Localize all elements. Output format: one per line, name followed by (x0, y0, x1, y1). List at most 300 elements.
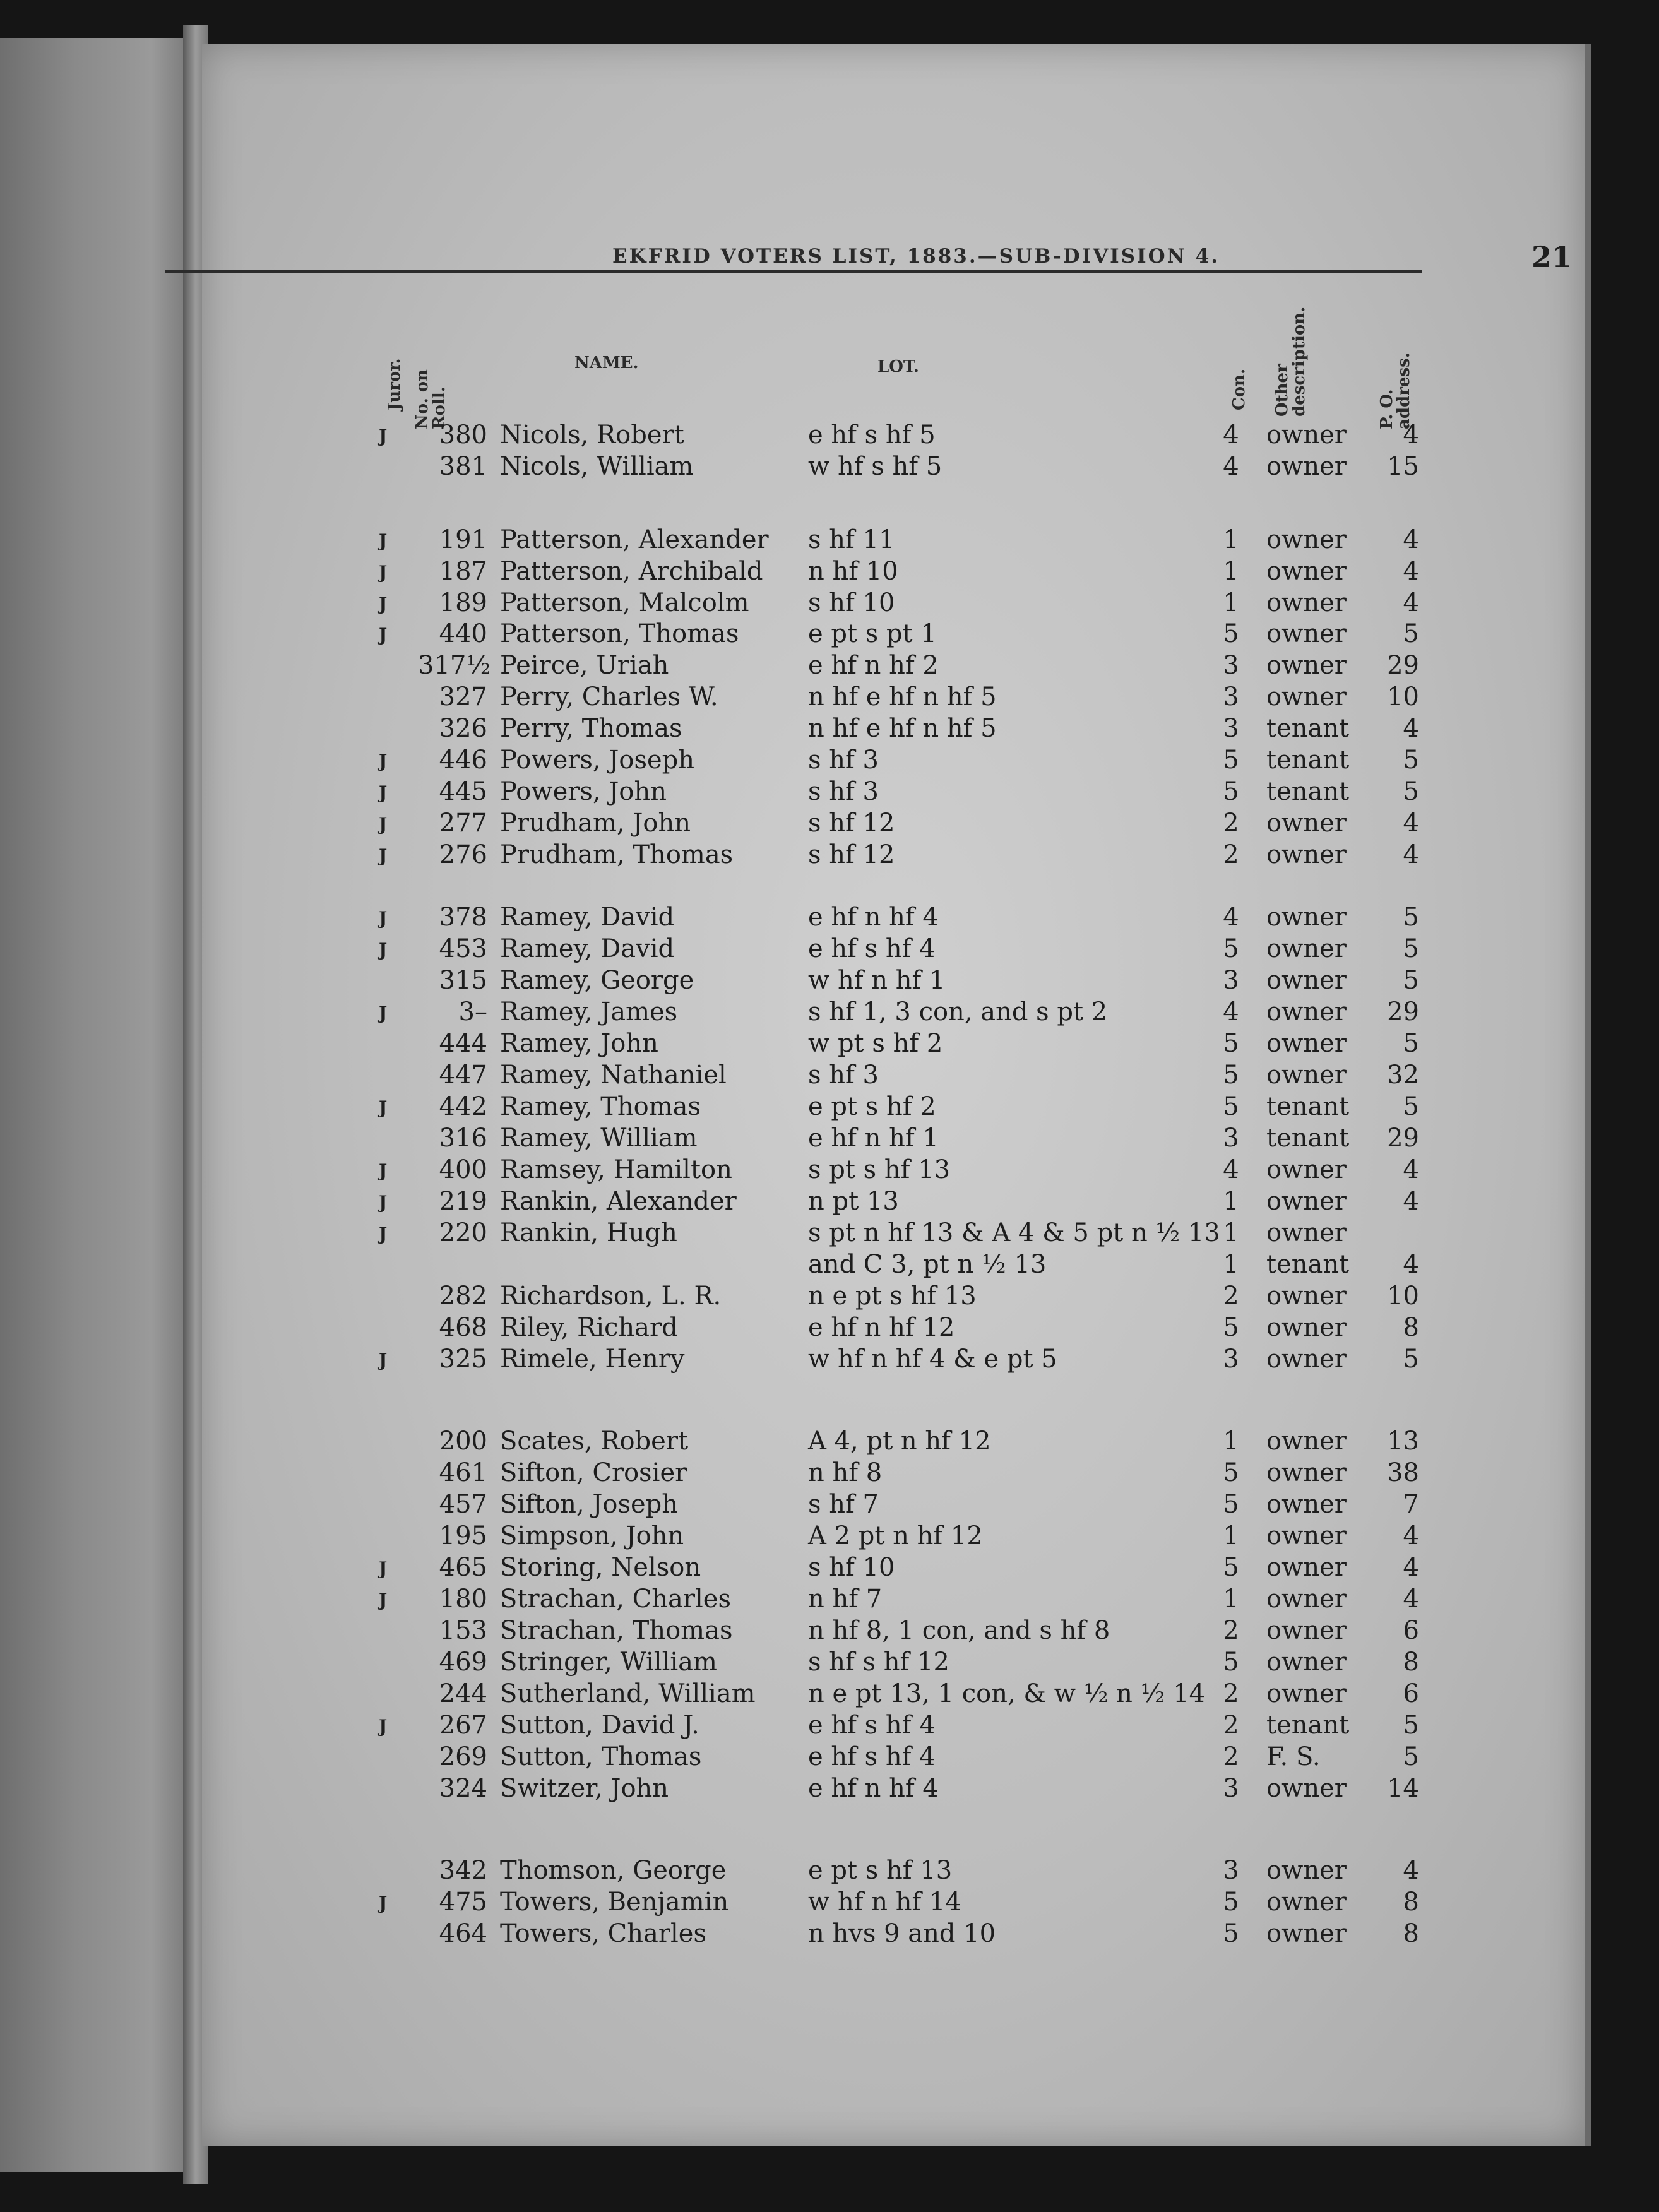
table-row (0, 525, 1659, 557)
table-row (0, 966, 1659, 997)
roll-number: 453 (439, 934, 487, 963)
lot-description: e hf n hf 4 (808, 1774, 939, 1803)
table-row (0, 1774, 1659, 1805)
other-description: owner (1266, 1585, 1347, 1614)
voter-name: Ramey, Nathaniel (500, 1061, 727, 1090)
concession: 4 (1223, 1155, 1239, 1184)
concession: 1 (1223, 588, 1239, 617)
voter-name: Richardson, L. R. (500, 1281, 722, 1311)
voter-name: Patterson, Alexander (500, 525, 769, 554)
roll-number: 189 (439, 588, 487, 617)
voter-name: Stringer, William (500, 1648, 717, 1677)
voter-name: Patterson, Thomas (500, 619, 739, 648)
lot-description: e pt s pt 1 (808, 619, 937, 648)
juror-mark: J (379, 1223, 388, 1244)
lot-description: s hf 11 (808, 525, 895, 554)
po-address: 29 (1387, 997, 1419, 1026)
table-row (0, 1616, 1659, 1648)
table-row (0, 840, 1659, 872)
roll-number: 219 (439, 1187, 487, 1216)
lot-description: n hvs 9 and 10 (808, 1919, 996, 1948)
voter-name: Ramey, David (500, 903, 675, 932)
other-description: owner (1266, 1679, 1347, 1708)
roll-number: 282 (439, 1281, 487, 1311)
other-description: owner (1266, 1458, 1347, 1487)
voter-name: Perry, Charles W. (500, 682, 718, 711)
juror-mark: J (379, 425, 388, 446)
juror-mark: J (379, 814, 388, 835)
roll-number: 317½ (418, 651, 491, 680)
juror-mark: J (379, 908, 388, 929)
table-row (0, 1092, 1659, 1124)
concession: 5 (1223, 934, 1239, 963)
table-row (0, 1187, 1659, 1218)
other-description: owner (1266, 997, 1347, 1026)
roll-number: 465 (439, 1553, 487, 1582)
voter-name: Strachan, Thomas (500, 1616, 733, 1645)
juror-mark: J (379, 1097, 388, 1118)
table-row (0, 1856, 1659, 1888)
lot-description: A 4, pt n hf 12 (808, 1427, 991, 1456)
other-description: owner (1266, 1888, 1347, 1917)
roll-number: 446 (439, 746, 487, 775)
roll-number: 326 (439, 714, 487, 743)
concession: 2 (1223, 809, 1239, 838)
lot-description: e hf s hf 4 (808, 1711, 936, 1740)
roll-number: 200 (439, 1427, 487, 1456)
voter-name: Sutton, Thomas (500, 1742, 702, 1771)
voter-name: Ramey, John (500, 1029, 658, 1058)
other-description: owner (1266, 1427, 1347, 1456)
table-row (0, 1553, 1659, 1585)
po-address: 5 (1403, 746, 1419, 775)
lot-description: s hf 1, 3 con, and s pt 2 (808, 997, 1108, 1026)
other-description: owner (1266, 1648, 1347, 1677)
column-header-name: NAME. (574, 354, 639, 372)
lot-description: and C 3, pt n ½ 13 (808, 1250, 1047, 1279)
table-row (0, 746, 1659, 777)
lot-description: n e pt 13, 1 con, & w ½ n ½ 14 (808, 1679, 1206, 1708)
voter-name: Rankin, Alexander (500, 1187, 737, 1216)
voter-name: Powers, John (500, 777, 667, 806)
juror-mark: J (379, 593, 388, 614)
roll-number: 464 (439, 1919, 487, 1948)
po-address: 5 (1403, 1029, 1419, 1058)
concession: 2 (1223, 1616, 1239, 1645)
voter-name: Ramey, James (500, 997, 678, 1026)
roll-number: 342 (439, 1856, 487, 1885)
table-row (0, 1919, 1659, 1951)
juror-mark: J (379, 1160, 388, 1181)
lot-description: w hf n hf 1 (808, 966, 946, 995)
po-address: 7 (1403, 1490, 1419, 1519)
juror-mark: J (379, 782, 388, 803)
concession: 3 (1223, 1345, 1239, 1374)
po-address: 5 (1403, 1742, 1419, 1771)
other-description: owner (1266, 934, 1347, 963)
voter-name: Ramey, David (500, 934, 675, 963)
column-header-con: Con. (1230, 369, 1249, 410)
other-description: owner (1266, 1313, 1347, 1342)
roll-number: 469 (439, 1648, 487, 1677)
lot-description: n hf 7 (808, 1585, 883, 1614)
table-row (0, 934, 1659, 966)
po-address: 6 (1403, 1616, 1419, 1645)
table-row (0, 1155, 1659, 1187)
po-address: 5 (1403, 934, 1419, 963)
table-row (0, 1427, 1659, 1458)
po-address: 5 (1403, 1092, 1419, 1121)
other-description: owner (1266, 651, 1347, 680)
lot-description: s hf 10 (808, 1553, 895, 1582)
concession: 5 (1223, 619, 1239, 648)
other-description: owner (1266, 1553, 1347, 1582)
voter-name: Prudham, Thomas (500, 840, 734, 869)
other-description: owner (1266, 588, 1347, 617)
voter-name: Sifton, Joseph (500, 1490, 679, 1519)
lot-description: e hf n hf 12 (808, 1313, 955, 1342)
voter-name: Switzer, John (500, 1774, 669, 1803)
concession: 5 (1223, 1092, 1239, 1121)
table-row (0, 1250, 1659, 1281)
concession: 1 (1223, 1218, 1239, 1247)
column-header-juror: Juror. (385, 358, 404, 410)
lot-description: n hf e hf n hf 5 (808, 682, 997, 711)
po-address: 4 (1403, 525, 1419, 554)
po-address: 5 (1403, 966, 1419, 995)
po-address: 4 (1403, 557, 1419, 586)
lot-description: w hf n hf 4 & e pt 5 (808, 1345, 1057, 1374)
po-address: 29 (1387, 651, 1419, 680)
table-row (0, 903, 1659, 934)
table-row (0, 588, 1659, 620)
table-row (0, 1218, 1659, 1250)
table-row (0, 997, 1659, 1029)
voter-name: Peirce, Uriah (500, 651, 669, 680)
other-description: owner (1266, 840, 1347, 869)
juror-mark: J (379, 845, 388, 866)
voter-name: Rankin, Hugh (500, 1218, 677, 1247)
po-address: 4 (1403, 809, 1419, 838)
other-description: owner (1266, 1919, 1347, 1948)
po-address: 8 (1403, 1919, 1419, 1948)
roll-number: 220 (439, 1218, 487, 1247)
other-description: owner (1266, 1218, 1347, 1247)
concession: 5 (1223, 1648, 1239, 1677)
juror-mark: J (379, 1716, 388, 1737)
table-row (0, 420, 1659, 452)
concession: 4 (1223, 420, 1239, 449)
juror-mark: J (379, 751, 388, 771)
other-description: tenant (1266, 746, 1350, 775)
po-address: 5 (1403, 1711, 1419, 1740)
voter-name: Ramey, Thomas (500, 1092, 701, 1121)
page-number: 21 (1531, 240, 1572, 274)
roll-number: 475 (439, 1888, 487, 1917)
po-address: 4 (1403, 1187, 1419, 1216)
table-row (0, 1679, 1659, 1711)
other-description: owner (1266, 903, 1347, 932)
column-header-lot: LOT. (877, 357, 919, 376)
roll-number: 378 (439, 903, 487, 932)
table-row (0, 1648, 1659, 1679)
column-header-description: Other description. (1273, 306, 1309, 417)
other-description: owner (1266, 682, 1347, 711)
voter-name: Rimele, Henry (500, 1345, 685, 1374)
juror-mark: J (379, 1558, 388, 1579)
table-row (0, 1458, 1659, 1490)
voter-name: Powers, Joseph (500, 746, 695, 775)
lot-description: w hf s hf 5 (808, 452, 942, 481)
other-description: owner (1266, 1521, 1347, 1550)
concession: 1 (1223, 557, 1239, 586)
concession: 5 (1223, 1458, 1239, 1487)
lot-description: s hf 3 (808, 777, 879, 806)
po-address: 15 (1387, 452, 1419, 481)
po-address: 4 (1403, 588, 1419, 617)
roll-number: 276 (439, 840, 487, 869)
concession: 3 (1223, 1856, 1239, 1885)
concession: 5 (1223, 746, 1239, 775)
po-address: 8 (1403, 1313, 1419, 1342)
table-row (0, 1345, 1659, 1376)
other-description: tenant (1266, 777, 1350, 806)
page-title: EKFRID VOTERS LIST, 1883.—SUB-DIVISION 4. (612, 245, 1220, 268)
lot-description: s hf 3 (808, 746, 879, 775)
concession: 3 (1223, 966, 1239, 995)
voter-name: Ramey, George (500, 966, 694, 995)
roll-number: 445 (439, 777, 487, 806)
po-address: 4 (1403, 1155, 1419, 1184)
roll-number: 277 (439, 809, 487, 838)
juror-mark: J (379, 939, 388, 960)
lot-description: n e pt s hf 13 (808, 1281, 977, 1311)
concession: 1 (1223, 1427, 1239, 1456)
po-address: 4 (1403, 714, 1419, 743)
concession: 2 (1223, 1711, 1239, 1740)
lot-description: s hf s hf 12 (808, 1648, 949, 1677)
lot-description: n hf e hf n hf 5 (808, 714, 997, 743)
table-row (0, 1029, 1659, 1061)
po-address: 10 (1387, 1281, 1419, 1311)
lot-description: s hf 12 (808, 840, 895, 869)
lot-description: s hf 10 (808, 588, 895, 617)
other-description: owner (1266, 1061, 1347, 1090)
lot-description: e pt s hf 13 (808, 1856, 953, 1885)
concession: 1 (1223, 1250, 1239, 1279)
roll-number: 327 (439, 682, 487, 711)
po-address: 5 (1403, 1345, 1419, 1374)
concession: 5 (1223, 1029, 1239, 1058)
other-description: owner (1266, 1616, 1347, 1645)
roll-number: 400 (439, 1155, 487, 1184)
voter-name: Towers, Benjamin (500, 1888, 729, 1917)
lot-description: n pt 13 (808, 1187, 899, 1216)
lot-description: s pt s hf 13 (808, 1155, 951, 1184)
voter-name: Ramsey, Hamilton (500, 1155, 732, 1184)
roll-number: 461 (439, 1458, 487, 1487)
voter-name: Sutherland, William (500, 1679, 756, 1708)
voter-name: Riley, Richard (500, 1313, 678, 1342)
other-description: owner (1266, 420, 1347, 449)
other-description: tenant (1266, 1250, 1350, 1279)
concession: 4 (1223, 452, 1239, 481)
po-address: 4 (1403, 1553, 1419, 1582)
voter-name: Patterson, Malcolm (500, 588, 749, 617)
table-row (0, 1742, 1659, 1774)
po-address: 8 (1403, 1648, 1419, 1677)
lot-description: n hf 8 (808, 1458, 883, 1487)
other-description: owner (1266, 557, 1347, 586)
po-address: 14 (1387, 1774, 1419, 1803)
lot-description: e pt s hf 2 (808, 1092, 936, 1121)
roll-number: 380 (439, 420, 487, 449)
other-description: owner (1266, 1281, 1347, 1311)
other-description: owner (1266, 1856, 1347, 1885)
concession: 3 (1223, 1774, 1239, 1803)
roll-number: 442 (439, 1092, 487, 1121)
roll-number: 195 (439, 1521, 487, 1550)
concession: 1 (1223, 1521, 1239, 1550)
other-description: owner (1266, 619, 1347, 648)
other-description: tenant (1266, 1092, 1350, 1121)
other-description: owner (1266, 1490, 1347, 1519)
voter-name: Storing, Nelson (500, 1553, 701, 1582)
voter-name: Thomson, George (500, 1856, 727, 1885)
table-row (0, 1711, 1659, 1742)
other-description: owner (1266, 1029, 1347, 1058)
voter-name: Strachan, Charles (500, 1585, 731, 1614)
lot-description: n hf 10 (808, 557, 898, 586)
roll-number: 267 (439, 1711, 487, 1740)
concession: 1 (1223, 1187, 1239, 1216)
roll-number: 447 (439, 1061, 487, 1090)
lot-description: e hf n hf 4 (808, 903, 939, 932)
roll-number: 316 (439, 1124, 487, 1153)
voter-name: Nicols, William (500, 452, 694, 481)
concession: 5 (1223, 1553, 1239, 1582)
roll-number: 468 (439, 1313, 487, 1342)
table-row (0, 452, 1659, 484)
voter-name: Perry, Thomas (500, 714, 682, 743)
lot-description: e hf n hf 2 (808, 651, 939, 680)
other-description: owner (1266, 452, 1347, 481)
roll-number: 269 (439, 1742, 487, 1771)
table-row (0, 651, 1659, 682)
po-address: 4 (1403, 420, 1419, 449)
po-address: 6 (1403, 1679, 1419, 1708)
concession: 1 (1223, 525, 1239, 554)
concession: 3 (1223, 651, 1239, 680)
voter-name: Sutton, David J. (500, 1711, 699, 1740)
concession: 5 (1223, 777, 1239, 806)
po-address: 32 (1387, 1061, 1419, 1090)
roll-number: 324 (439, 1774, 487, 1803)
roll-number: 440 (439, 619, 487, 648)
concession: 1 (1223, 1585, 1239, 1614)
juror-mark: J (379, 1350, 388, 1371)
concession: 3 (1223, 714, 1239, 743)
lot-description: e hf n hf 1 (808, 1124, 939, 1153)
concession: 5 (1223, 1888, 1239, 1917)
concession: 2 (1223, 1742, 1239, 1771)
concession: 3 (1223, 1124, 1239, 1153)
po-address: 4 (1403, 840, 1419, 869)
roll-number: 315 (439, 966, 487, 995)
po-address: 4 (1403, 1585, 1419, 1614)
table-row (0, 1124, 1659, 1155)
other-description: owner (1266, 1155, 1347, 1184)
voter-name: Sifton, Crosier (500, 1458, 687, 1487)
table-row (0, 714, 1659, 746)
juror-mark: J (379, 1590, 388, 1610)
other-description: tenant (1266, 1711, 1350, 1740)
lot-description: s hf 7 (808, 1490, 879, 1519)
lot-description: w hf n hf 14 (808, 1888, 961, 1917)
table-row (0, 809, 1659, 840)
juror-mark: J (379, 1002, 388, 1023)
po-address: 38 (1387, 1458, 1419, 1487)
other-description: owner (1266, 1345, 1347, 1374)
po-address: 29 (1387, 1124, 1419, 1153)
lot-description: A 2 pt n hf 12 (808, 1521, 983, 1550)
table-row (0, 1281, 1659, 1313)
voter-name: Patterson, Archibald (500, 557, 763, 586)
po-address: 13 (1387, 1427, 1419, 1456)
po-address: 8 (1403, 1888, 1419, 1917)
lot-description: e hf s hf 4 (808, 934, 936, 963)
table-row (0, 1521, 1659, 1553)
po-address: 10 (1387, 682, 1419, 711)
juror-mark: J (379, 1893, 388, 1913)
voter-name: Simpson, John (500, 1521, 684, 1550)
concession: 2 (1223, 1281, 1239, 1311)
po-address: 4 (1403, 1856, 1419, 1885)
po-address: 5 (1403, 619, 1419, 648)
roll-number: 244 (439, 1679, 487, 1708)
voter-name: Ramey, William (500, 1124, 698, 1153)
lot-description: s hf 3 (808, 1061, 879, 1090)
roll-number: 153 (439, 1616, 487, 1645)
lot-description: w pt s hf 2 (808, 1029, 943, 1058)
other-description: tenant (1266, 714, 1350, 743)
roll-number: 3– (458, 997, 487, 1026)
po-address: 4 (1403, 1250, 1419, 1279)
po-address: 4 (1403, 1521, 1419, 1550)
juror-mark: J (379, 562, 388, 583)
roll-number: 444 (439, 1029, 487, 1058)
table-row (0, 557, 1659, 588)
concession: 5 (1223, 1490, 1239, 1519)
table-row (0, 682, 1659, 714)
concession: 5 (1223, 1061, 1239, 1090)
table-row (0, 1490, 1659, 1521)
lot-description: s hf 12 (808, 809, 895, 838)
lot-description: s pt n hf 13 & A 4 & 5 pt n ½ 13 (808, 1218, 1220, 1247)
po-address: 5 (1403, 777, 1419, 806)
table-row (0, 1313, 1659, 1345)
other-description: tenant (1266, 1124, 1350, 1153)
other-description: owner (1266, 809, 1347, 838)
roll-number: 187 (439, 557, 487, 586)
other-description: owner (1266, 525, 1347, 554)
concession: 5 (1223, 1313, 1239, 1342)
voter-name: Nicols, Robert (500, 420, 684, 449)
voter-name: Prudham, John (500, 809, 691, 838)
lot-description: e hf s hf 5 (808, 420, 936, 449)
column-header-po-address: P. O. address. (1377, 352, 1414, 429)
other-description: owner (1266, 966, 1347, 995)
